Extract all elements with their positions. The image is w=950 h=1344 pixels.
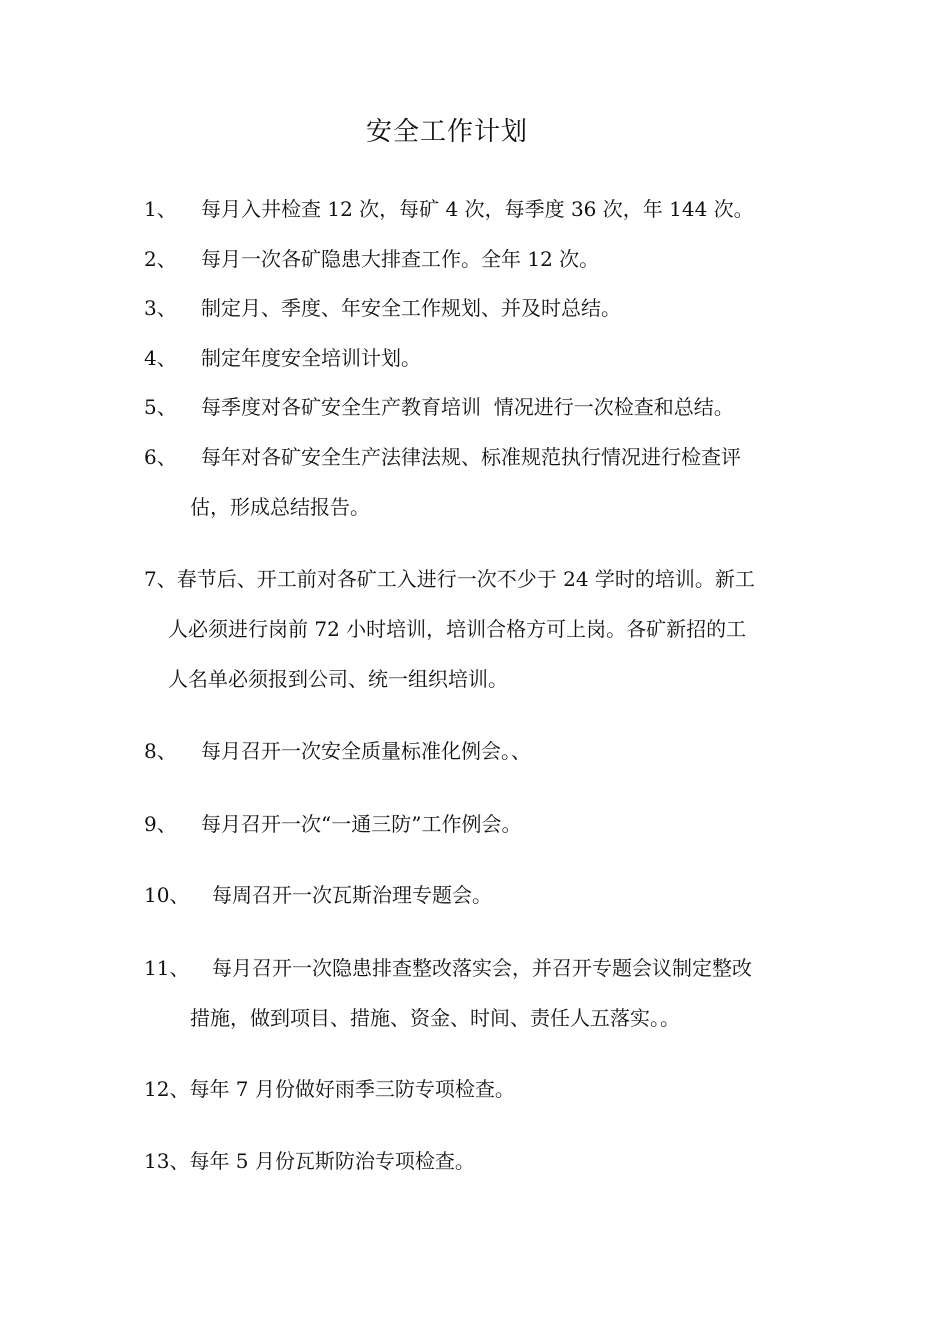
item-text: 制定年度安全培训计划。 bbox=[201, 346, 421, 370]
item-text-continued: 人名单必须报到公司、统一组织培训。 bbox=[168, 667, 508, 691]
item-number: 3、 bbox=[144, 296, 177, 320]
list-item-6 bbox=[144, 432, 824, 532]
item-number: 7、 bbox=[144, 567, 177, 591]
item-number: 8、 bbox=[144, 739, 177, 763]
item-text: 每月召开一次“一通三防”工作例会。 bbox=[201, 812, 522, 836]
item-text: 每月一次各矿隐患大排查工作。全年 12 次。 bbox=[201, 247, 600, 271]
item-number: 5、 bbox=[144, 395, 177, 419]
item-number: 12、 bbox=[144, 1077, 190, 1101]
item-number: 4、 bbox=[144, 346, 177, 370]
item-number: 1、 bbox=[144, 197, 177, 221]
item-text: 春节后、开工前对各矿工入进行一次不少于 24 学时的培训。新工 bbox=[176, 567, 755, 591]
item-text: 每年 7 月份做好雨季三防专项检查。 bbox=[189, 1077, 515, 1101]
item-text: 每月召开一次安全质量标准化例会。、 bbox=[201, 739, 531, 763]
page-title: 安全工作计划 bbox=[365, 117, 528, 147]
list-item-1 bbox=[144, 184, 824, 234]
list-item-7 bbox=[144, 554, 824, 704]
item-text-continued: 估，形成总结报告。 bbox=[190, 495, 370, 519]
item-number: 6、 bbox=[144, 445, 177, 469]
list-item-2 bbox=[144, 234, 824, 284]
item-text: 制定月、季度、年安全工作规划、并及时总结。 bbox=[201, 296, 621, 320]
item-text: 每月入井检查 12 次，每矿 4 次，每季度 36 次，年 144 次。 bbox=[201, 197, 754, 221]
item-text: 每年 5 月份瓦斯防治专项检查。 bbox=[189, 1149, 475, 1173]
list-item-11 bbox=[144, 943, 824, 1043]
item-number: 10、 bbox=[144, 883, 190, 907]
list-item-9 bbox=[144, 799, 824, 849]
item-number: 11、 bbox=[144, 956, 190, 980]
item-number: 13、 bbox=[144, 1149, 190, 1173]
item-number: 2、 bbox=[144, 247, 177, 271]
item-number: 9、 bbox=[144, 812, 177, 836]
list-item-3 bbox=[144, 283, 824, 333]
item-text: 每周召开一次瓦斯治理专题会。 bbox=[212, 883, 492, 907]
item-text: 每季度对各矿安全生产教育培训 情况进行一次检查和总结。 bbox=[201, 395, 734, 419]
item-text-continued: 措施，做到项目、措施、资金、时间、责任人五落实。。 bbox=[190, 1006, 680, 1030]
item-text: 每月召开一次隐患排查整改落实会，并召开专题会议制定整改 bbox=[212, 956, 752, 980]
list-item-4 bbox=[144, 333, 824, 383]
item-text: 每年对各矿安全生产法律法规、标准规范执行情况进行检查评 bbox=[201, 445, 741, 469]
list-item-10 bbox=[144, 870, 824, 920]
list-item-8 bbox=[144, 726, 824, 776]
list-item-5 bbox=[144, 382, 824, 432]
item-text-continued: 人必须进行岗前 72 小时培训，培训合格方可上岗。各矿新招的工 bbox=[168, 617, 747, 641]
list-item-13 bbox=[144, 1136, 824, 1186]
list-item-12 bbox=[144, 1064, 824, 1114]
